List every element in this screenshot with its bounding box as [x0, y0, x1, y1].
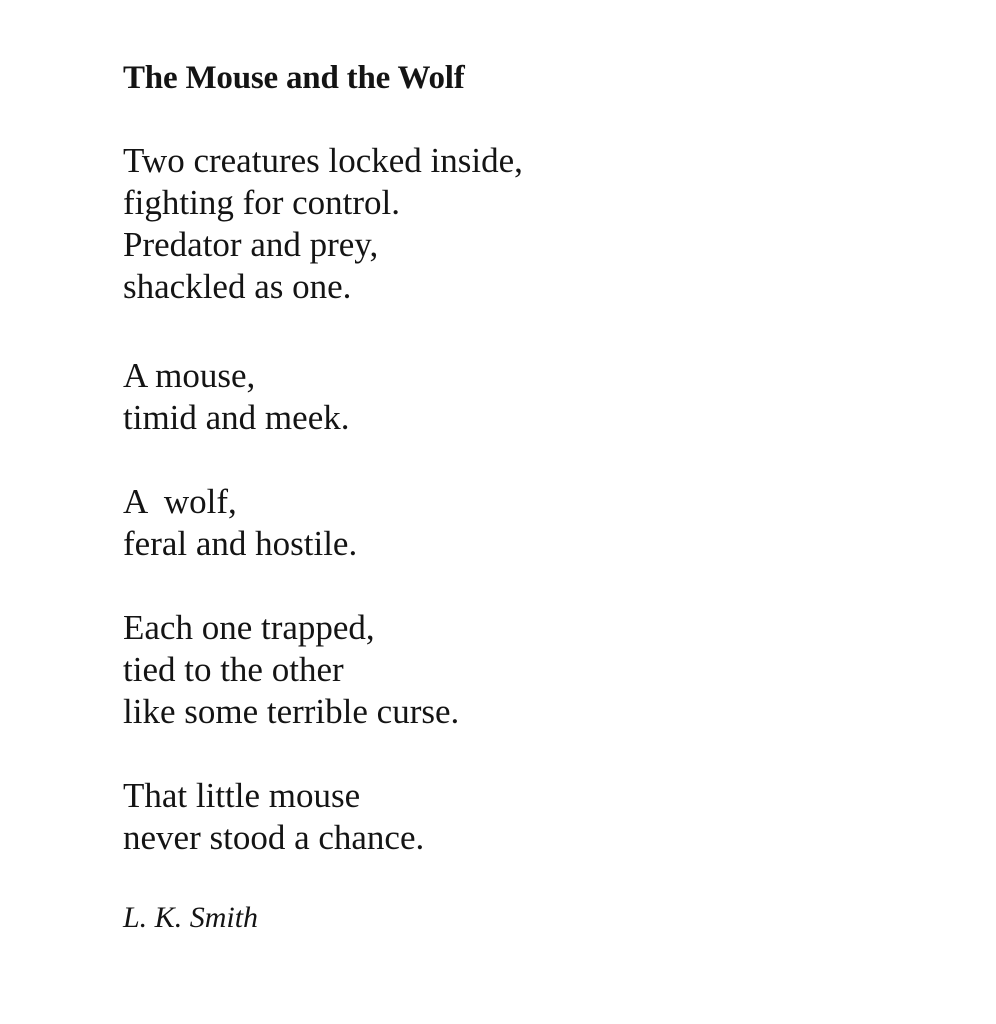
poem-line: A mouse,: [123, 356, 256, 395]
stanza-4: [123, 607, 459, 733]
poem-line: shackled as one.: [123, 267, 352, 306]
poem-line: Predator and prey,: [123, 225, 379, 264]
poem-line: Two creatures locked inside,: [123, 141, 523, 180]
poem-line: feral and hostile.: [123, 524, 358, 563]
poem-line: tied to the other: [123, 650, 344, 689]
poem-line: Each one trapped,: [123, 608, 375, 647]
poem-author: L. K. Smith: [123, 901, 259, 934]
poem-line: That little mouse: [123, 776, 361, 815]
stanza-3: [123, 481, 357, 565]
poem-line: timid and meek.: [123, 398, 350, 437]
poem-line: never stood a chance.: [123, 818, 425, 857]
stanza-5: [123, 775, 424, 859]
stanza-1: [123, 140, 523, 308]
poem-line: A wolf,: [123, 482, 237, 521]
stanza-2: [123, 355, 349, 439]
poem-line: fighting for control.: [123, 183, 401, 222]
poem-title: The Mouse and the Wolf: [123, 60, 465, 96]
poem-line: like some terrible curse.: [123, 692, 460, 731]
